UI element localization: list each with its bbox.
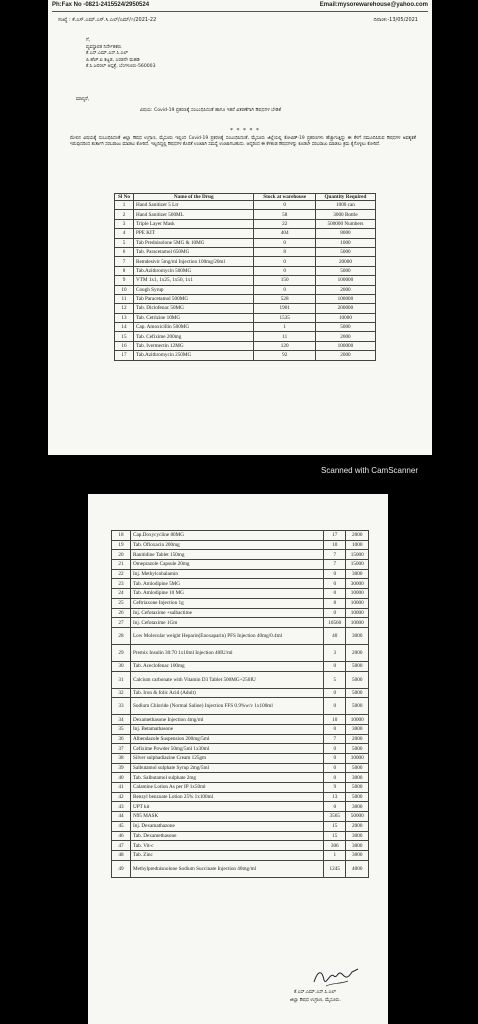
row-quantity: 3000 xyxy=(346,831,369,841)
row-serial: 33 xyxy=(112,698,131,715)
row-drug-name: VTM 1x1, 1x25, 1x50, 1x1 xyxy=(134,276,254,285)
table-row xyxy=(115,238,376,247)
table-row xyxy=(112,531,369,541)
row-serial: 3 xyxy=(115,219,134,228)
row-drug-name: Calamine Lotion As per IP 1x50ml xyxy=(131,783,324,793)
table-row xyxy=(115,313,376,322)
row-serial: 23 xyxy=(112,579,131,589)
row-serial: 18 xyxy=(112,531,131,541)
table-row xyxy=(112,802,369,812)
row-quantity: 15000 xyxy=(346,550,369,560)
row-quantity: 5000 xyxy=(315,247,375,256)
row-drug-name: Dexamethasone Injection 4mg/ml xyxy=(131,715,324,725)
row-stock: 9 xyxy=(323,783,346,793)
table-row xyxy=(115,294,376,303)
row-drug-name: Omeprazole Capsule 20mg xyxy=(131,560,324,570)
row-drug-name: Tab. Ivermectin 12MG xyxy=(134,341,254,350)
row-drug-name: Albendazole Suspension 200mg/5ml xyxy=(131,734,324,744)
row-serial: 26 xyxy=(112,608,131,618)
row-quantity: 4000 xyxy=(346,860,369,877)
row-stock: 10560 xyxy=(323,618,346,628)
signature-scribble-icon xyxy=(312,966,360,988)
row-stock: 7 xyxy=(323,560,346,570)
row-serial: 13 xyxy=(115,313,134,322)
row-stock: 150 xyxy=(254,276,315,285)
table-row xyxy=(112,850,369,860)
row-stock: 3565 xyxy=(323,812,346,822)
table-row xyxy=(112,783,369,793)
row-stock: 40 xyxy=(323,627,346,644)
row-stock: 0 xyxy=(323,754,346,764)
row-stock: 92 xyxy=(254,351,315,360)
row-stock: 15 xyxy=(323,831,346,841)
row-quantity: 10000 xyxy=(346,618,369,628)
salutation: ಮಾನ್ಯರೆ, xyxy=(76,97,90,102)
row-quantity: 3000 xyxy=(346,569,369,579)
row-serial: 29 xyxy=(112,644,131,661)
row-drug-name: Tab. Vit-c xyxy=(131,841,324,851)
table-row xyxy=(112,598,369,608)
row-drug-name: PPE KIT xyxy=(134,229,254,238)
table-row xyxy=(112,792,369,802)
row-drug-name: Tab. Ofloxacin 200mg xyxy=(131,540,324,550)
table-row xyxy=(112,618,369,628)
row-stock: 404 xyxy=(254,229,315,238)
row-drug-name: Tab Paracetamol 500MG xyxy=(134,294,254,303)
row-serial: 21 xyxy=(112,560,131,570)
addressee-line: ಪಿ.ಹೆಚ್.ಐ ಕಟ್ಟಡ, ಎರಡನೇ ಮಹಡಿ xyxy=(86,57,140,63)
row-quantity: 5000 xyxy=(315,323,375,332)
row-serial: 20 xyxy=(112,550,131,560)
row-drug-name: Benzyl benzoate Lotion 25% 1x100ml xyxy=(131,792,324,802)
row-drug-name: Premix Insulin 30:70 1x10ml Injection 40IU/ml xyxy=(131,644,324,661)
signature-block xyxy=(268,964,378,1018)
row-quantity: 3000 xyxy=(346,773,369,783)
row-drug-name: Hand Sanitizer 5 Ltr xyxy=(134,201,254,210)
row-stock: 7 xyxy=(323,550,346,560)
table-row xyxy=(112,608,369,618)
row-quantity: 3000 xyxy=(346,841,369,851)
row-drug-name: Tab. Amlodipine 10 MG xyxy=(131,589,324,599)
row-serial: 41 xyxy=(112,783,131,793)
row-quantity: 5000 xyxy=(346,763,369,773)
row-quantity: 1000 xyxy=(315,238,375,247)
row-quantity: 2000 xyxy=(315,332,375,341)
row-drug-name: Remdesivir 5mg/ml Injection 100mg/20ml xyxy=(134,257,254,266)
row-serial: 27 xyxy=(112,618,131,628)
table-row xyxy=(112,688,369,698)
table-row xyxy=(115,266,376,275)
table-row xyxy=(115,323,376,332)
row-quantity: 100000 xyxy=(315,276,375,285)
row-drug-name: UPT kit xyxy=(131,802,324,812)
row-serial: 42 xyxy=(112,792,131,802)
row-stock: 10 xyxy=(323,715,346,725)
row-quantity: 5000 xyxy=(315,266,375,275)
row-stock: 0 xyxy=(323,569,346,579)
table-row xyxy=(112,627,369,644)
row-serial: 10 xyxy=(115,285,134,294)
row-serial: 1 xyxy=(115,201,134,210)
row-drug-name: Inj. Cefotaxime 1Gm xyxy=(131,618,324,628)
row-serial: 35 xyxy=(112,724,131,734)
row-drug-name: Tab. Amlodipine 5MG xyxy=(131,579,324,589)
row-serial: 24 xyxy=(112,589,131,599)
row-stock: 1535 xyxy=(254,313,315,322)
row-quantity: 1000 can xyxy=(315,201,375,210)
row-drug-name: Salbutamol sulphate Syrup 2mg/5ml xyxy=(131,763,324,773)
table-row xyxy=(112,560,369,570)
row-serial: 32 xyxy=(112,688,131,698)
row-serial: 4 xyxy=(115,229,134,238)
row-stock: 0 xyxy=(254,257,315,266)
row-stock: 0 xyxy=(323,688,346,698)
row-drug-name: Tab. Dexamethasone xyxy=(131,831,324,841)
row-serial: 30 xyxy=(112,661,131,671)
drug-table-2 xyxy=(111,530,369,878)
row-serial: 22 xyxy=(112,569,131,579)
row-quantity: 5000 xyxy=(346,671,369,688)
camscanner-watermark: Scanned with CamScanner xyxy=(321,466,418,475)
row-serial: 12 xyxy=(115,304,134,313)
row-drug-name: Tab. Aceclofenac 100mg xyxy=(131,661,324,671)
row-serial: 43 xyxy=(112,802,131,812)
table-row xyxy=(112,841,369,851)
letter-body: ಮೇಲಿನ ವಿಷಯಕ್ಕೆ ಸಂಬಂಧಿಸಿದಂತೆ ಜಿಲ್ಲಾ ಔಷಧ ಉಗ್ರಾಣ, ಮೈಸೂರು ಇಲ್ಲಿಂದ Covid-19 ಪ್ರಕರಣಕ್ಕೆ ಸಂಬಂಧಿಸಿದಂತೆ, ಮೈಸೂರು ಜಿಲ್ಲೆಯಲ್ಲಿ ಕೋವಿಡ್-19 ಪ್ರಕರಣಗಳು ಹೆಚ್ಚಾಗುತ್ತಿದ್ದು ಈ ಕೆಳಗೆ ನಮೂದಿಸಿರುವ ಔಷಧಗಳ ಅವಶ್ಯಕತೆ ಇರುವುದರಿಂದ ತುರ್ತಾಗಿ ಸರಬರಾಜು ಮಾಡಲು ಕೋರಿದೆ. ಇಲ್ಲದಿದ್ದಲ್ಲಿ ಔಷಧಗಳ ಕೊರತೆ ಉಂಟಾಗಿ ಸಮಸ್ಯೆ ಉಂಟಾಗಬಹುದು. ಆದ್ದರಿಂದ ಈ ಕೆಳಕಂಡ ಔಷಧಗಳನ್ನು ಕೂಡಲೇ ಸರಬರಾಜು ಮಾಡಲು ಕ್ರಮ ಕೈಗೊಳ್ಳಲು ಕೋರಿದೆ. xyxy=(70,136,416,148)
table-row xyxy=(112,812,369,822)
addressee-block xyxy=(86,38,156,71)
letter-date: ದಿನಾಂಕ:-13/05/2021 xyxy=(373,17,418,23)
header-drug: Name of the Drug xyxy=(134,194,254,201)
row-quantity: 8000 xyxy=(315,229,375,238)
row-drug-name: Cough Syrup xyxy=(134,285,254,294)
row-stock: 0 xyxy=(323,579,346,589)
row-serial: 37 xyxy=(112,744,131,754)
row-quantity: 100000 xyxy=(315,294,375,303)
row-drug-name: Cefixime Powder 50mg/5ml 1x30ml xyxy=(131,744,324,754)
row-quantity: 2000 xyxy=(346,531,369,541)
table-row xyxy=(115,247,376,256)
row-drug-name: Tab. Salbutamol sulphate 2mg xyxy=(131,773,324,783)
row-stock: 0 xyxy=(323,589,346,599)
row-quantity: 10000 xyxy=(346,754,369,764)
row-stock: 7 xyxy=(323,734,346,744)
row-serial: 19 xyxy=(112,540,131,550)
row-serial: 2 xyxy=(115,210,134,219)
addressee-line: ಕೆ.ಸಿ.ಜನರಲ್ ಆಸ್ಪತ್ರೆ, ಬೆಂಗಳೂರು-560003 xyxy=(86,64,156,70)
row-serial: 7 xyxy=(115,257,134,266)
row-serial: 48 xyxy=(112,850,131,860)
table-row xyxy=(115,341,376,350)
header-sl: Sl No xyxy=(115,194,134,201)
row-quantity: 10000 xyxy=(346,715,369,725)
table-row xyxy=(112,698,369,715)
row-quantity: 5000 xyxy=(346,688,369,698)
table-row xyxy=(112,831,369,841)
row-drug-name: Tab.Azithromycin 250MG xyxy=(134,351,254,360)
row-quantity: 200000 xyxy=(315,304,375,313)
table-row xyxy=(115,210,376,219)
row-drug-name: Tab. Cetrizine 10MG xyxy=(134,313,254,322)
subject-line: ವಿಷಯ: Covid-19 ಪ್ರಕರಣಕ್ಕೆ ಸಂಬಂಧಿಸಿದಂತೆ ಹಾಗೂ ಇತರೆ ವಿತರಣೆಗಾಗಿ ಔಷಧಗಳ ಬೇಡಿಕೆ xyxy=(140,108,281,113)
table-row xyxy=(112,540,369,550)
row-serial: 16 xyxy=(115,341,134,350)
table-row xyxy=(112,754,369,764)
row-quantity: 2000 xyxy=(315,285,375,294)
table-row xyxy=(112,715,369,725)
row-drug-name: N95 MASK xyxy=(131,812,324,822)
letterhead xyxy=(52,2,428,11)
row-stock: 120 xyxy=(254,341,315,350)
signatory-office: ಜಿಲ್ಲಾ ಔಷಧ ಉಗ್ರಾಣ, ಮೈಸೂರು. xyxy=(290,998,341,1003)
row-stock: 0 xyxy=(323,763,346,773)
row-serial: 31 xyxy=(112,671,131,688)
row-quantity: 3000 xyxy=(346,627,369,644)
fax-number: Ph:Fax No -0821-2415524/2950524 xyxy=(52,2,150,8)
row-serial: 40 xyxy=(112,773,131,783)
row-drug-name: Tab. Zinc xyxy=(131,850,324,860)
table-row xyxy=(112,860,369,877)
separator-stars: * * * * * xyxy=(230,128,260,134)
letter-page-1 xyxy=(48,0,432,455)
row-stock: 0 xyxy=(323,608,346,618)
row-drug-name: Inj. Methylcobalamin xyxy=(131,569,324,579)
table-row xyxy=(112,763,369,773)
row-stock: 0 xyxy=(323,661,346,671)
row-serial: 49 xyxy=(112,860,131,877)
row-stock: 1 xyxy=(323,850,346,860)
row-quantity: 2000 xyxy=(346,734,369,744)
row-serial: 47 xyxy=(112,841,131,851)
row-stock: 0 xyxy=(254,266,315,275)
row-quantity: 3000 Bottle xyxy=(315,210,375,219)
table-row xyxy=(112,589,369,599)
to-label: ಗೆ, xyxy=(86,38,91,43)
row-serial: 39 xyxy=(112,763,131,773)
row-stock: 0 xyxy=(323,698,346,715)
row-stock: 10 xyxy=(323,540,346,550)
row-serial: 36 xyxy=(112,734,131,744)
row-quantity: 2000 xyxy=(346,821,369,831)
row-stock: 0 xyxy=(323,773,346,783)
row-quantity: 10000 xyxy=(346,589,369,599)
reference-number: ಸಂಖ್ಯೆ : ಕೆ.ಎಸ್.ಎಮ್.ಎಸ್.ಸಿ.ಎಲ್/ಎಮ್/೧/2021-22 xyxy=(58,17,157,23)
row-serial: 17 xyxy=(115,351,134,360)
row-drug-name: Triple Layer Mask xyxy=(134,219,254,228)
row-quantity: 2000 xyxy=(346,644,369,661)
row-stock: 0 xyxy=(254,201,315,210)
table-row xyxy=(112,550,369,560)
row-drug-name: Silver sulphadiazine Cream 125gm xyxy=(131,754,324,764)
row-drug-name: Cap. Amoxicillin 500MG xyxy=(134,323,254,332)
row-quantity: 50000 xyxy=(346,812,369,822)
row-quantity: 500000 Numbers xyxy=(315,219,375,228)
row-quantity: 10000 xyxy=(346,608,369,618)
row-drug-name: Inj. Dexamathazone xyxy=(131,821,324,831)
row-quantity: 1000 xyxy=(346,540,369,550)
row-serial: 25 xyxy=(112,598,131,608)
row-quantity: 30000 xyxy=(346,579,369,589)
row-serial: 6 xyxy=(115,247,134,256)
row-quantity: 100000 xyxy=(315,341,375,350)
row-stock: 5 xyxy=(323,671,346,688)
row-quantity: 5000 xyxy=(346,792,369,802)
row-quantity: 10000 xyxy=(346,598,369,608)
row-stock: 8 xyxy=(323,598,346,608)
row-stock: 1245 xyxy=(323,860,346,877)
table-row xyxy=(112,734,369,744)
row-drug-name: Low Molecular weight Heparin(Enoxaparin) PFS Injection 40mg/0.4ml xyxy=(131,627,324,644)
row-drug-name: Ceftriaxone Injection 1g xyxy=(131,598,324,608)
email-address: Email:mysorewarehouse@yahoo.com xyxy=(319,2,428,8)
table-row xyxy=(112,569,369,579)
table-row xyxy=(112,724,369,734)
row-drug-name: Hand Sanitizer 500ML xyxy=(134,210,254,219)
table-row xyxy=(112,644,369,661)
row-serial: 5 xyxy=(115,238,134,247)
row-serial: 38 xyxy=(112,754,131,764)
row-stock: 0 xyxy=(323,744,346,754)
table-row xyxy=(112,579,369,589)
table-row xyxy=(112,671,369,688)
row-quantity: 5000 xyxy=(346,783,369,793)
table-row xyxy=(115,351,376,360)
row-drug-name: Inj. Cefotaxime +salbactime xyxy=(131,608,324,618)
row-quantity: 20000 xyxy=(315,257,375,266)
row-stock: 17 xyxy=(323,531,346,541)
row-quantity: 15000 xyxy=(346,560,369,570)
row-drug-name: Cap.Doxycycline 80MG xyxy=(131,531,324,541)
row-stock: 1 xyxy=(254,323,315,332)
table-row xyxy=(112,744,369,754)
row-drug-name: Tab.Azithromycin 500MG xyxy=(134,266,254,275)
row-drug-name: Ranitidine Tablet 150mg xyxy=(131,550,324,560)
row-serial: 9 xyxy=(115,276,134,285)
row-serial: 46 xyxy=(112,831,131,841)
row-quantity: 3000 xyxy=(346,802,369,812)
row-stock: 13 xyxy=(323,792,346,802)
row-serial: 8 xyxy=(115,266,134,275)
row-stock: 528 xyxy=(254,294,315,303)
row-quantity: 5000 xyxy=(346,661,369,671)
row-stock: 15 xyxy=(323,821,346,831)
table-row xyxy=(112,661,369,671)
row-stock: 11 xyxy=(254,332,315,341)
row-drug-name: Tab. Diclofenac 50MG xyxy=(134,304,254,313)
row-quantity: 2000 xyxy=(315,351,375,360)
row-drug-name: Calcium carbonate with Vitamin D3 Tablet 500MG+250IU xyxy=(131,671,324,688)
row-stock: 0 xyxy=(254,285,315,294)
row-drug-name: Sodium Chloride (Normal Saline) Injection FFS 0.9%w/v 1x100ml xyxy=(131,698,324,715)
row-quantity: 5000 xyxy=(346,744,369,754)
row-quantity: 3000 xyxy=(346,724,369,734)
header-stock: Stock at warehouse xyxy=(254,194,315,201)
table-row xyxy=(115,332,376,341)
row-stock: 3 xyxy=(323,644,346,661)
table-row xyxy=(112,821,369,831)
header-divider xyxy=(52,11,428,12)
row-serial: 45 xyxy=(112,821,131,831)
row-serial: 15 xyxy=(115,332,134,341)
row-quantity: 5000 xyxy=(346,698,369,715)
drug-table-1 xyxy=(114,193,376,361)
row-serial: 14 xyxy=(115,323,134,332)
table-row xyxy=(115,229,376,238)
table-row xyxy=(115,304,376,313)
row-serial: 28 xyxy=(112,627,131,644)
row-drug-name: Inj. Betamathasone xyxy=(131,724,324,734)
row-stock: 58 xyxy=(254,210,315,219)
row-serial: 44 xyxy=(112,812,131,822)
row-drug-name: Tab. Iron & folic Acid (Adult) xyxy=(131,688,324,698)
table-row xyxy=(115,201,376,210)
row-stock: 0 xyxy=(323,802,346,812)
addressee-line: ಕೆ.ಎಸ್.ಎಮ್.ಎಸ್.ಸಿ.ಎಲ್ xyxy=(86,51,128,57)
row-stock: 0 xyxy=(323,724,346,734)
letter-page-2 xyxy=(88,494,388,1024)
header-qty: Quantity Required xyxy=(315,194,375,201)
row-stock: 306 xyxy=(323,841,346,851)
row-drug-name: Methylprednisnolone Sodium Succinate Injection 40mg/ml xyxy=(131,860,324,877)
row-serial: 11 xyxy=(115,294,134,303)
addressee-line: ವ್ಯವಸ್ಥಾಪಕ ನಿರ್ದೇಶಕರು xyxy=(86,44,122,50)
row-stock: 0 xyxy=(254,238,315,247)
row-quantity: 3000 xyxy=(346,850,369,860)
row-drug-name: Tab Prednisolone 5MG & 10MG xyxy=(134,238,254,247)
row-quantity: 10000 xyxy=(315,313,375,322)
row-serial: 34 xyxy=(112,715,131,725)
row-stock: 8 xyxy=(254,247,315,256)
table-row xyxy=(115,219,376,228)
row-drug-name: Tab. Paracetamol 650MG xyxy=(134,247,254,256)
signatory-org: ಕೆ.ಎಸ್.ಎಮ್.ಎಸ್.ಸಿ.ಎಲ್ xyxy=(294,990,336,995)
row-drug-name: Tab. Cefixime 200mg xyxy=(134,332,254,341)
table-row xyxy=(112,773,369,783)
table-row xyxy=(115,285,376,294)
table-row xyxy=(115,257,376,266)
row-stock: 1901 xyxy=(254,304,315,313)
row-stock: 22 xyxy=(254,219,315,228)
table-row xyxy=(115,276,376,285)
